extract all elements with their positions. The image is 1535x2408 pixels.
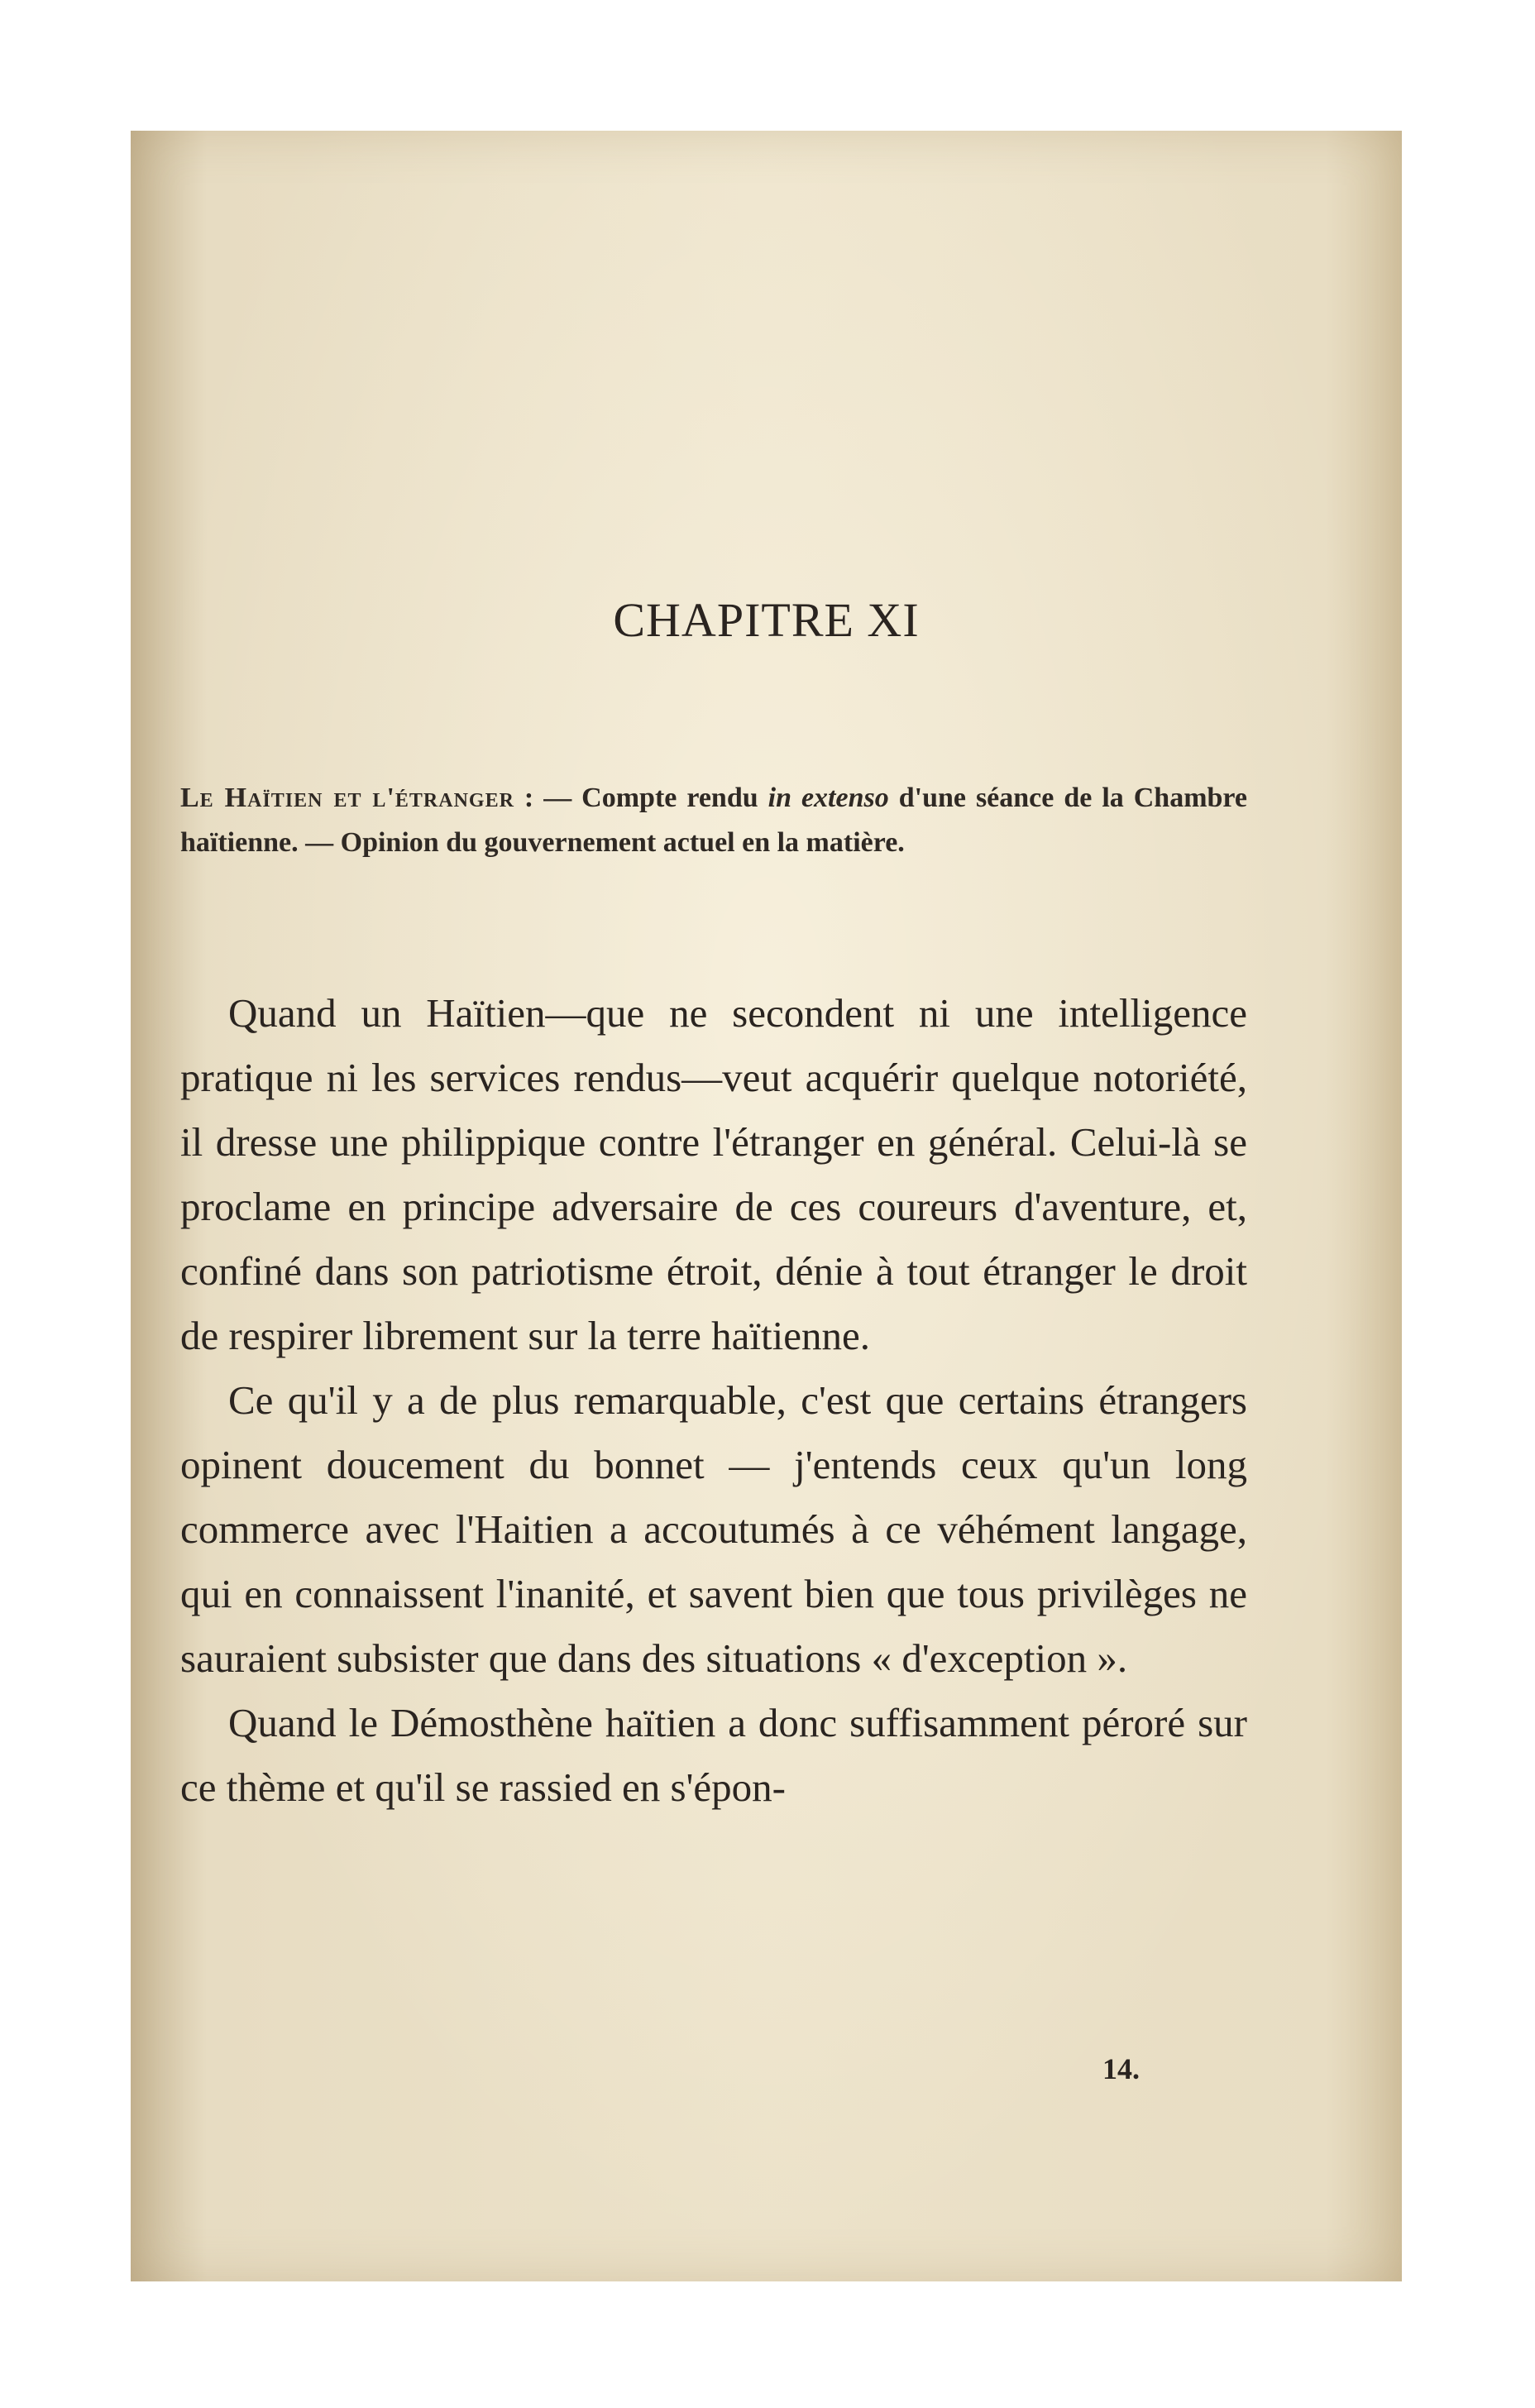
paragraph-2: Ce qu'il y a de plus remarquable, c'est que certains étrangers opinent doucement du bonnet — j'entends ceux qu'un long commerce avec l'Haitien a accoutumés à ce véhément langage, qui en connaissent l'inanité, et savent bien que tous privilèges ne sauraient subsister que dans des situations « d'exception ». (180, 1377, 1247, 1681)
book-page (131, 131, 1402, 2281)
chapter-title: CHAPITRE XI (613, 593, 920, 647)
summary-part2: d'une séance de la Chambre haïtienne. — Opinion du gouvernement actuel en la matière. (180, 783, 1248, 858)
summary-part1: : — Compte rendu (514, 783, 768, 813)
signature-mark: 14. (1102, 2052, 1140, 2085)
paragraph-3: Quand le Démosthène haïtien a donc suffisamment péroré sur ce thème et qu'il se rassied en s'épon- (180, 1700, 1247, 1810)
summary-italic: in extenso (768, 783, 889, 813)
paragraph-1: Quand un Haïtien—que ne secondent ni une intelligence pratique ni les services rendus—veut acquérir quelque notoriété, il dresse une philippique contre l'étranger en général. Celui-là se proclame en principe adversaire de ces coureurs d'aventure, et, confiné dans son patriotisme étroit, dénie à tout étranger le droit de respirer librement sur la terre haïtienne. (180, 990, 1247, 1358)
chapter-summary (180, 776, 1247, 865)
summary-lead: Le Haïtien et l'étranger (180, 783, 514, 813)
body-text (180, 981, 1247, 1820)
